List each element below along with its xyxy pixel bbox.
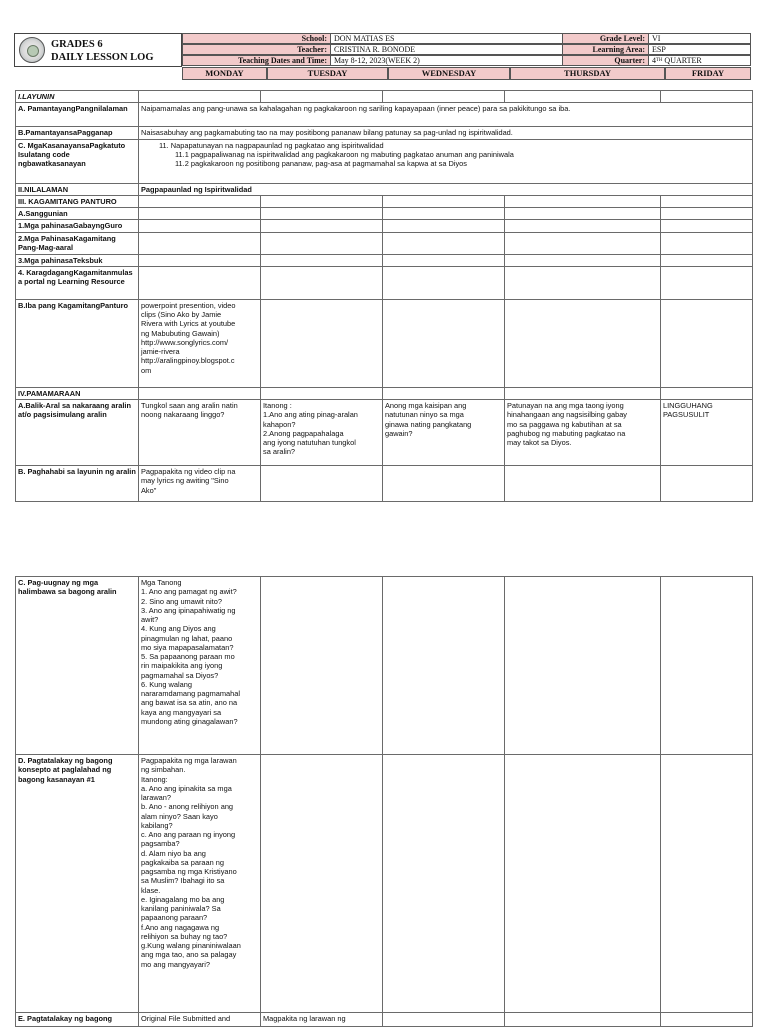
table-row <box>16 220 753 232</box>
cell-line: d. Alam niyo ba ang <box>141 848 206 858</box>
teaching-dates-label: Teaching Dates and Time: <box>182 55 331 66</box>
cell-line: Mga Tanong <box>141 578 182 587</box>
cell-line: 2. Sino ang umawit nito? <box>141 596 222 606</box>
title-box <box>14 33 182 67</box>
teacher-value: CRISTINA R. BONODE <box>330 44 563 55</box>
cell-line: LINGGUHANG <box>663 401 713 410</box>
lesson-table-page-1 <box>15 90 752 502</box>
cell-line: kaya ang mangyayari sa <box>141 707 222 717</box>
day-thursday: THURSDAY <box>510 67 665 80</box>
learning-area-value: ESP <box>648 44 751 55</box>
cell-line: http://www.songlyrics.com/ <box>141 337 229 347</box>
row-label-pagtatalakay-2: E. Pagtatalakay ng bagong <box>16 1013 139 1027</box>
learning-area-label: Learning Area: <box>562 44 649 55</box>
cell-line: Itanong: <box>141 774 168 784</box>
cell-line: klase. <box>141 885 161 895</box>
table-row <box>16 387 753 399</box>
day-friday: FRIDAY <box>665 67 751 80</box>
cell-line: pagsamba? <box>141 839 180 849</box>
weekday-row <box>182 67 751 80</box>
cell-line: natutunan ninyo sa mga <box>385 410 464 420</box>
cell-line: mo ang mangyayari? <box>141 959 211 969</box>
table-row <box>16 103 753 127</box>
row-label-pamamaraan: IV.PAMAMARAAN <box>16 387 139 399</box>
deped-seal-icon <box>19 37 45 63</box>
day-tuesday: TUESDAY <box>267 67 388 80</box>
grade-level-value: VI <box>648 33 751 44</box>
cell-line: g.Kung walang pinaniniwalaan <box>141 941 241 950</box>
cell-line: mo siya mapapasalamatan? <box>141 642 234 652</box>
kasanayan-item: 11. Napapatunayan na nagpapaunlad ng pagkatao ang ispiritwalidad <box>159 140 384 150</box>
day-monday: MONDAY <box>182 67 267 80</box>
title-grades: GRADES 6 <box>51 39 103 50</box>
cell-line: clips (Sino Ako by Jamie <box>141 310 222 319</box>
cell-line: 5. Sa papaanong paraan mo <box>141 652 235 661</box>
table-row <box>16 232 753 254</box>
cell-line: Anong mga kaisipan ang <box>385 401 467 410</box>
document-title <box>51 38 154 64</box>
cell-line: papaanong paraan? <box>141 913 208 923</box>
table-row <box>16 195 753 207</box>
balik-aral-thursday <box>505 400 661 466</box>
cell-line: 1. Ano ang pamagat ng awit? <box>141 587 237 597</box>
table-row <box>16 208 753 220</box>
cell-line: kanilang paniniwala? Sa <box>141 904 221 913</box>
cell-line: ang iyong natutuhan tungkol <box>263 438 356 447</box>
cell-line: om <box>141 365 152 375</box>
cell-line: pagsamba ng mga Kristiyano <box>141 867 237 876</box>
nilalaman-text: Pagpapaunlad ng Ispiritwalidad <box>139 183 753 195</box>
title-daily-lesson-log: DAILY LESSON LOG <box>51 52 154 63</box>
cell-line: jamie-rivera <box>141 347 180 356</box>
cell-line: c. Ano ang paraan ng inyong <box>141 830 236 839</box>
paghahabi-monday <box>139 466 261 502</box>
cell-line: kahapon? <box>263 419 296 429</box>
cell-line: pagkakaiba sa paraan ng <box>141 857 225 867</box>
cell-line: 6. Kung walang <box>141 679 192 689</box>
cell-line: 1.Ano ang ating pinag-aralan <box>263 410 358 420</box>
cell-line: http://aralingpinoy.blogspot.c <box>141 356 235 366</box>
cell-line: Tungkol saan ang aralin natin <box>141 401 238 410</box>
row-label-kasanayan-sa-pagkatuto: C. MgaKasanayansaPagkatuto Isulatang code ngbawatkasanayan <box>16 139 139 183</box>
kasanayan-item: 11.1 pagpapaliwanag na ispiritwalidad ang pagkakaroon ng mabuting pagkatao anuman ang paniniwala <box>175 149 514 159</box>
cell-line: hinahangaan ang nagsisilbing gabay <box>507 410 627 420</box>
cell-line: ang bawat isa sa atin, ano na <box>141 698 238 708</box>
cell-line: alam ninyo? Saan kayo <box>141 811 218 821</box>
cell-line: mundong ating ginagalawan? <box>141 716 238 726</box>
cell-line: sa aralin? <box>263 447 296 457</box>
cell-line: b. Ano - anong relihiyon ang <box>141 802 234 812</box>
grade-level-label: Grade Level: <box>562 33 649 44</box>
cell-line: larawan? <box>141 793 171 802</box>
balik-aral-friday <box>661 400 753 466</box>
table-row <box>16 299 753 387</box>
row-label-karagdagang-kagamitan: 4. KaragdagangKagamitanmulas a portal ng Learning Resource <box>16 266 139 299</box>
pamantayang-pangnilalaman-text: Naipamamalas ang pang-unawa sa kahalagahan ng pagkakaroon ng sariling kapayapaan (inner peace) para sa pakikitungo sa iba. <box>139 103 753 127</box>
lesson-table-1 <box>15 90 753 502</box>
cell-line: Itanong : <box>263 401 292 410</box>
pagtatalakay-1-monday <box>139 755 261 1013</box>
balik-aral-tuesday <box>261 400 383 466</box>
row-label-pamantayan-sa-pagganap: B.PamantayansaPagganap <box>16 127 139 139</box>
quarter-value: 4ᵀᴴ QUARTER <box>648 55 751 66</box>
pagtatalakay-2-tuesday: Magpakita ng larawan ng <box>261 1013 383 1027</box>
row-label-kagamitang-mag-aaral: 2.Mga PahinasaKagamitang Pang-Mag-aaral <box>16 232 139 254</box>
table-row <box>16 1013 753 1027</box>
table-row <box>16 254 753 266</box>
kasanayan-item: 11.2 pagkakaroon ng positibong pananaw, pag-asa at pagmamahal sa kapwa at sa Diyos <box>175 159 467 168</box>
cell-line: Pagpapakita ng video clip na <box>141 467 236 476</box>
cell-line: 4. Kung ang Diyos ang <box>141 624 216 634</box>
cell-line: ng simbahan. <box>141 765 186 775</box>
table-row <box>16 266 753 299</box>
cell-line: e. Iginagalang mo ba ang <box>141 894 225 904</box>
section-layunin: I.LAYUNIN <box>16 91 139 103</box>
row-label-gabay-ng-guro: 1.Mga pahinasaGabayngGuro <box>16 220 139 232</box>
cell-line: paghubog ng mabuting pagkatao na <box>507 428 626 438</box>
row-label-paghahabi: B. Paghahabi sa layunin ng aralin <box>16 466 139 502</box>
table-row <box>16 755 753 1013</box>
cell-line: ang mga tao, ano sa palagay <box>141 950 237 960</box>
cell-line: sa Muslim? Ibahagi ito sa <box>141 876 225 886</box>
cell-line: Pagpapakita ng mga larawan <box>141 756 237 765</box>
day-wednesday: WEDNESDAY <box>388 67 510 80</box>
pagtatalakay-2-monday: Original File Submitted and <box>139 1013 261 1027</box>
lesson-table-2 <box>15 576 753 1027</box>
balik-aral-wednesday <box>383 400 505 466</box>
cell-line: f.Ano ang nagagawa ng <box>141 922 220 932</box>
school-label: School: <box>182 33 331 44</box>
cell-line: relihiyon sa buhay ng tao? <box>141 931 228 941</box>
table-row <box>16 127 753 139</box>
row-label-balik-aral: A.Balik-Aral sa nakaraang aralin at/o pagsisimulang aralin <box>16 400 139 466</box>
cell-line: 2.Anong pagpapahalaga <box>263 428 344 438</box>
cell-line: awit? <box>141 615 159 624</box>
cell-line: ng Mabubuting Gawain) <box>141 328 220 338</box>
info-grid <box>182 33 751 67</box>
cell-line: gawain? <box>385 428 413 438</box>
cell-line: rin maipakikita ang iyong <box>141 661 223 671</box>
cell-line: Ako" <box>141 485 157 495</box>
table-row <box>16 139 753 183</box>
row-label-iba-pang-kagamitan: B.Iba pang KagamitangPanturo <box>16 299 139 387</box>
teacher-label: Teacher: <box>182 44 331 55</box>
cell-line: kabilang? <box>141 820 173 830</box>
row-label-pagtatalakay-1: D. Pagtatalakay ng bagong konsepto at paglalahad ng bagong kasanayan #1 <box>16 755 139 1013</box>
row-label-teksbuk: 3.Mga pahinasaTeksbuk <box>16 254 139 266</box>
cell-line: 3. Ano ang ipinapahiwatig ng <box>141 605 236 615</box>
cell-line: a. Ano ang ipinakita sa mga <box>141 783 232 793</box>
table-row <box>16 183 753 195</box>
cell-line: Patunayan na ang mga taong iyong <box>507 401 624 410</box>
pag-uugnay-monday <box>139 577 261 755</box>
cell-line: may lyrics ng awiting "Sino <box>141 476 229 486</box>
cell-line: may takot sa Diyos. <box>507 438 572 447</box>
row-label-sanggunian: A.Sanggunian <box>16 208 139 220</box>
cell-line: Rivera with Lyrics at youtube <box>141 319 236 329</box>
balik-aral-monday <box>139 400 261 466</box>
teaching-dates-value: May 8-12, 2023(WEEK 2) <box>330 55 563 66</box>
table-row <box>16 466 753 502</box>
cell-line: pinagmulan ng lahat, paano <box>141 633 233 643</box>
table-row <box>16 577 753 755</box>
table-row <box>16 91 753 103</box>
kasanayan-list <box>139 139 753 183</box>
row-label-nilalaman: II.NILALAMAN <box>16 183 139 195</box>
cell-line: ginawa nating pangkatang <box>385 419 472 429</box>
school-value: DON MATIAS ES <box>330 33 563 44</box>
cell-line: PAGSUSULIT <box>663 410 710 420</box>
iba-pang-kagamitan-monday <box>139 299 261 387</box>
cell-line: powerpoint presention, video <box>141 300 236 310</box>
row-label-pag-uugnay: C. Pag-uugnay ng mga halimbawa sa bagong aralin <box>16 577 139 755</box>
pamantayan-sa-pagganap-text: Naisasabuhay ang pagkamabuting tao na may positibong pananaw bilang patunay sa pag-unlad ng ispiritwalidad. <box>139 127 753 139</box>
quarter-label: Quarter: <box>562 55 649 66</box>
cell-line: pagmamahal sa Diyos? <box>141 670 219 680</box>
lesson-table-page-2 <box>15 576 752 1027</box>
row-label-kagamitang-panturo: III. KAGAMITANG PANTURO <box>16 195 139 207</box>
table-row <box>16 400 753 466</box>
lesson-log-header <box>14 33 751 81</box>
row-label-pamantayang-pangnilalaman: A. PamantayangPangnilalaman <box>16 103 139 127</box>
cell-line: nararamdamang pagmamahal <box>141 689 241 698</box>
cell-line: noong nakaraang linggo? <box>141 410 225 420</box>
cell-line: mo sa paggawa ng kabutihan at sa <box>507 419 622 429</box>
